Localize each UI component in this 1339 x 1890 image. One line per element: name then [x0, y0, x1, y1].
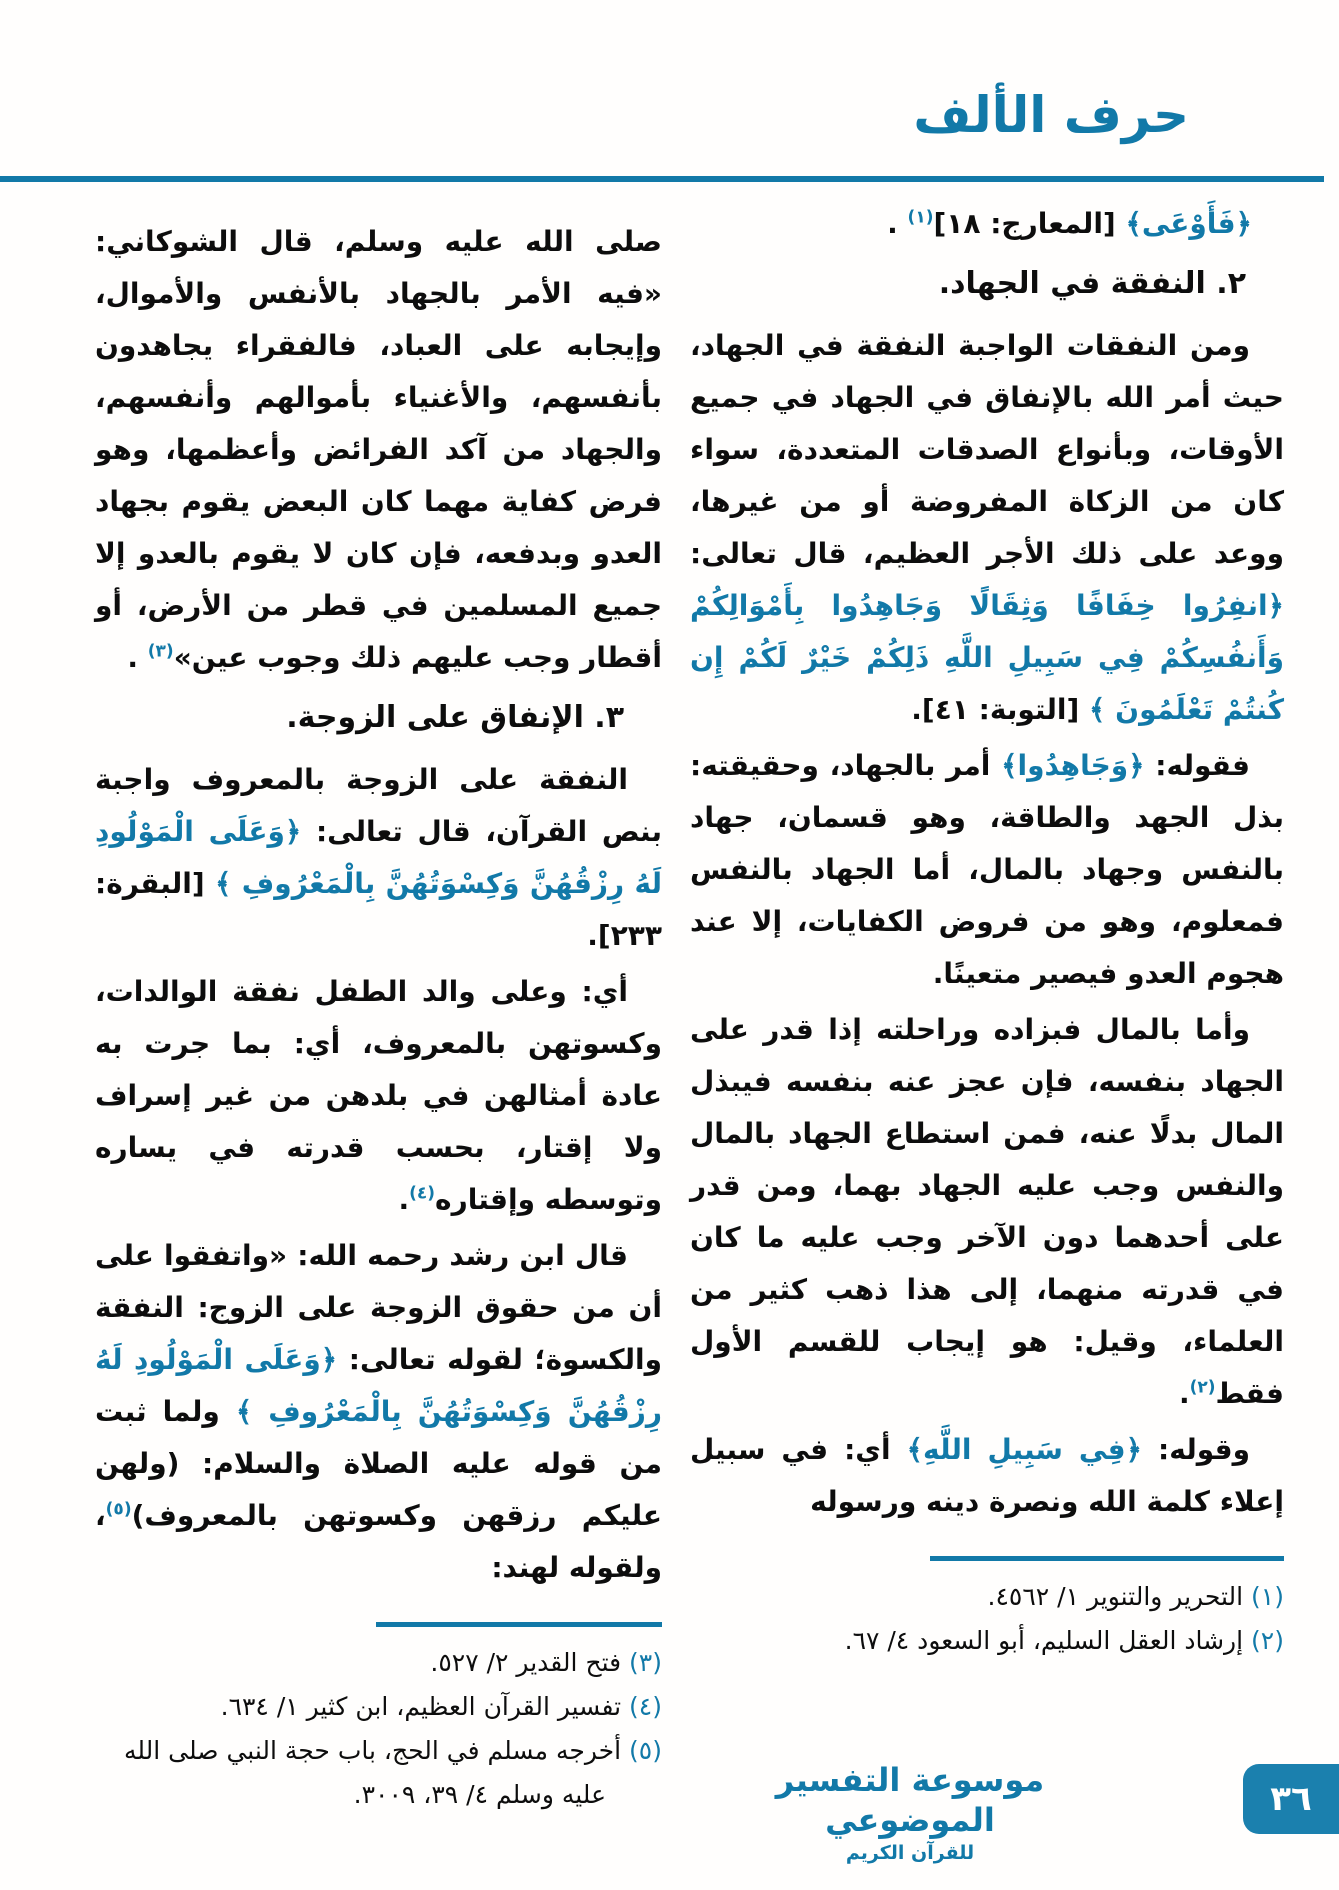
body-text: صلى الله عليه وسلم، قال الشوكاني: «فيه الأمر بالجهاد بالأنفس والأموال، وإيجابه على العباد، فالفقراء يجاهدون بأنفسهم، والأغنياء بأموالهم وأنفسهم، والجهاد من آكد الفرائض وأعظمها، وهو فرض كفاية مهما كان البعض يقوم بجهاد العدو وبدفعه، فإن كان لا يقوم بالعدو إلا جميع المسلمين في قطر من الأرض، أو أقطار وجب عليهم ذلك وجوب عين» — [95, 225, 662, 674]
logo-title: موسوعة التفسير الموضوعي — [775, 1761, 1045, 1839]
footnote-number: (٤) — [629, 1692, 662, 1721]
quran-verse: ﴿وَعَلَى الْمَوْلُودِ لَهُ رِزْقُهُنَّ وَكِسْوَتُهُنَّ بِالْمَعْرُوفِ ﴾ — [95, 1343, 662, 1428]
header-divider-rule — [0, 176, 1324, 182]
body-text: أمر بالجهاد، وحقيقته: بذل الجهد والطاقة، وهو قسمان، جهاد بالنفس وجهاد بالمال، أما الجهاد بالنفس فمعلوم، وهو من فروض الكفايات، إلا عند هجوم العدو فيصير متعينًا. — [690, 749, 1284, 990]
quran-verse: ﴿وَجَاهِدُوا﴾ — [1001, 749, 1145, 782]
footnote-number: (١) — [1251, 1582, 1284, 1611]
body-text: تفسير القرآن العظيم، ابن كثير ١/ ٦٣٤. — [220, 1692, 630, 1721]
publisher-calligraphy-logo — [755, 1760, 1065, 1866]
paragraph — [690, 1424, 1284, 1528]
body-text: . — [1178, 1377, 1190, 1410]
footnote-marker: (١) — [907, 207, 934, 228]
text-column-right — [690, 198, 1284, 1663]
body-text: ومن النفقات الواجبة النفقة في الجهاد، حيث أمر الله بالإنفاق في الجهاد في جميع الأوقات، وبأنواع الصدقات المتعددة، سواء كان من الزكاة المفروضة أو من غيرها، ووعد على ذلك الأجر العظيم، قال تعالى: — [690, 329, 1284, 570]
paragraph — [690, 1004, 1284, 1420]
text-column-left — [95, 212, 662, 1817]
body-text: ولما ثبت من قوله عليه الصلاة والسلام: — [95, 1395, 662, 1480]
body-text: [المعارج: ١٨] — [933, 207, 1126, 240]
footnote-number: (٥) — [629, 1736, 662, 1765]
footnote-separator-rule — [930, 1556, 1284, 1561]
page-number-box — [1243, 1764, 1339, 1834]
footnote-entry — [95, 1685, 662, 1729]
paragraph — [95, 966, 662, 1226]
quran-verse: ﴿وَعَلَى الْمَوْلُودِ لَهُ رِزْقُهُنَّ وَكِسْوَتُهُنَّ بِالْمَعْرُوفِ ﴾ — [95, 815, 662, 900]
body-text: قال ابن رشد رحمه الله: «واتفقوا على أن من حقوق الزوجة على الزوج: النفقة والكسوة؛ لقوله تعالى: — [95, 1239, 663, 1376]
quran-verse: ﴿فَأَوْعَى﴾ — [1125, 207, 1252, 240]
body-text: [البقرة: ٢٣٣]. — [95, 867, 662, 952]
quran-verse: ﴿انفِرُوا خِفَافًا وَثِقَالًا وَجَاهِدُوا بِأَمْوَالِكُمْ وَأَنفُسِكُمْ فِي سَبِيلِ اللَّهِ ذَلِكُمْ خَيْرٌ لَكُمْ إِن كُنتُمْ تَعْلَمُونَ ﴾ — [690, 589, 1284, 726]
footnote-marker: (٤) — [409, 1183, 436, 1204]
body-text: ٣. الإنفاق على الزوجة. — [286, 700, 624, 735]
paragraph — [690, 198, 1284, 250]
footnote-marker: (٢) — [1189, 1377, 1216, 1398]
body-text: إرشاد العقل السليم، أبو السعود ٤/ ٦٧. — [844, 1626, 1252, 1655]
footnote-entry — [95, 1641, 662, 1685]
paragraph — [95, 754, 662, 962]
quran-verse: ﴿فِي سَبِيلِ اللَّهِ﴾ — [906, 1433, 1142, 1466]
footnote-separator-rule — [376, 1622, 662, 1627]
body-text: أي: وعلى والد الطفل نفقة الوالدات، وكسوتهن بالمعروف، أي: بما جرت به عادة أمثالهن في بلدهن من غير إسراف ولا إقتار، بحسب قدرته في يساره وتوسطه وإقتاره — [95, 975, 662, 1216]
footnote-number: (٣) — [629, 1648, 662, 1677]
body-text: فقوله: — [1144, 749, 1250, 782]
footnote-marker: (٣) — [147, 641, 174, 662]
body-text: وأما بالمال فبزاده وراحلته إذا قدر على الجهاد بنفسه، فإن عجز عنه بنفسه فيبذل المال بدلًا عنه، فمن استطاع الجهاد بالمال والنفس وجب عليه الجهاد بهما، ومن قدر على أحدهما دون الآخر وجب عليه ما كان في قدرته منهما، إلى هذا ذهب كثير من العلماء، وقيل: هو إيجاب للقسم الأول فقط — [690, 1013, 1284, 1410]
body-text: ، ولقوله لهند: — [95, 1499, 662, 1584]
footnote-entry — [690, 1619, 1284, 1663]
body-text: . — [887, 207, 908, 240]
paragraph — [690, 740, 1284, 1000]
footnote-number: (٢) — [1251, 1626, 1284, 1655]
body-text: أخرجه مسلم في الحج، باب حجة النبي صلى الله عليه وسلم ٤/ ٣٩، ٣٠٠٩. — [123, 1736, 630, 1809]
section-heading — [95, 692, 662, 744]
section-header-title: حرف الألف — [913, 86, 1189, 144]
section-heading — [690, 258, 1284, 310]
body-text: . — [398, 1183, 410, 1216]
hadith-text: (ولهن عليكم رزقهن وكسوتهن بالمعروف) — [95, 1447, 662, 1532]
body-text: [التوبة: ٤١]. — [911, 693, 1090, 726]
page-number: ٣٦ — [1270, 1779, 1312, 1819]
logo-subtitle: للقرآن الكريم — [845, 1842, 975, 1864]
paragraph — [690, 320, 1284, 736]
body-text: فتح القدير ٢/ ٥٢٧. — [430, 1648, 630, 1677]
footnote-marker: (٥) — [105, 1499, 132, 1520]
body-text: وقوله: — [1142, 1433, 1251, 1466]
body-text: النفقة على الزوجة بالمعروف واجبة بنص القرآن، قال تعالى: — [95, 763, 662, 848]
paragraph — [95, 216, 662, 684]
body-text: التحرير والتنوير ١/ ٤٥٦٢. — [987, 1582, 1252, 1611]
body-text: ٢. النفقة في الجهاد. — [938, 266, 1246, 301]
paragraph — [95, 1230, 662, 1594]
body-text: أي: في سبيل إعلاء كلمة الله ونصرة دينه ورسوله — [690, 1433, 1284, 1518]
body-text: . — [127, 641, 148, 674]
footnote-entry — [690, 1575, 1284, 1619]
footnote-entry — [95, 1729, 662, 1817]
